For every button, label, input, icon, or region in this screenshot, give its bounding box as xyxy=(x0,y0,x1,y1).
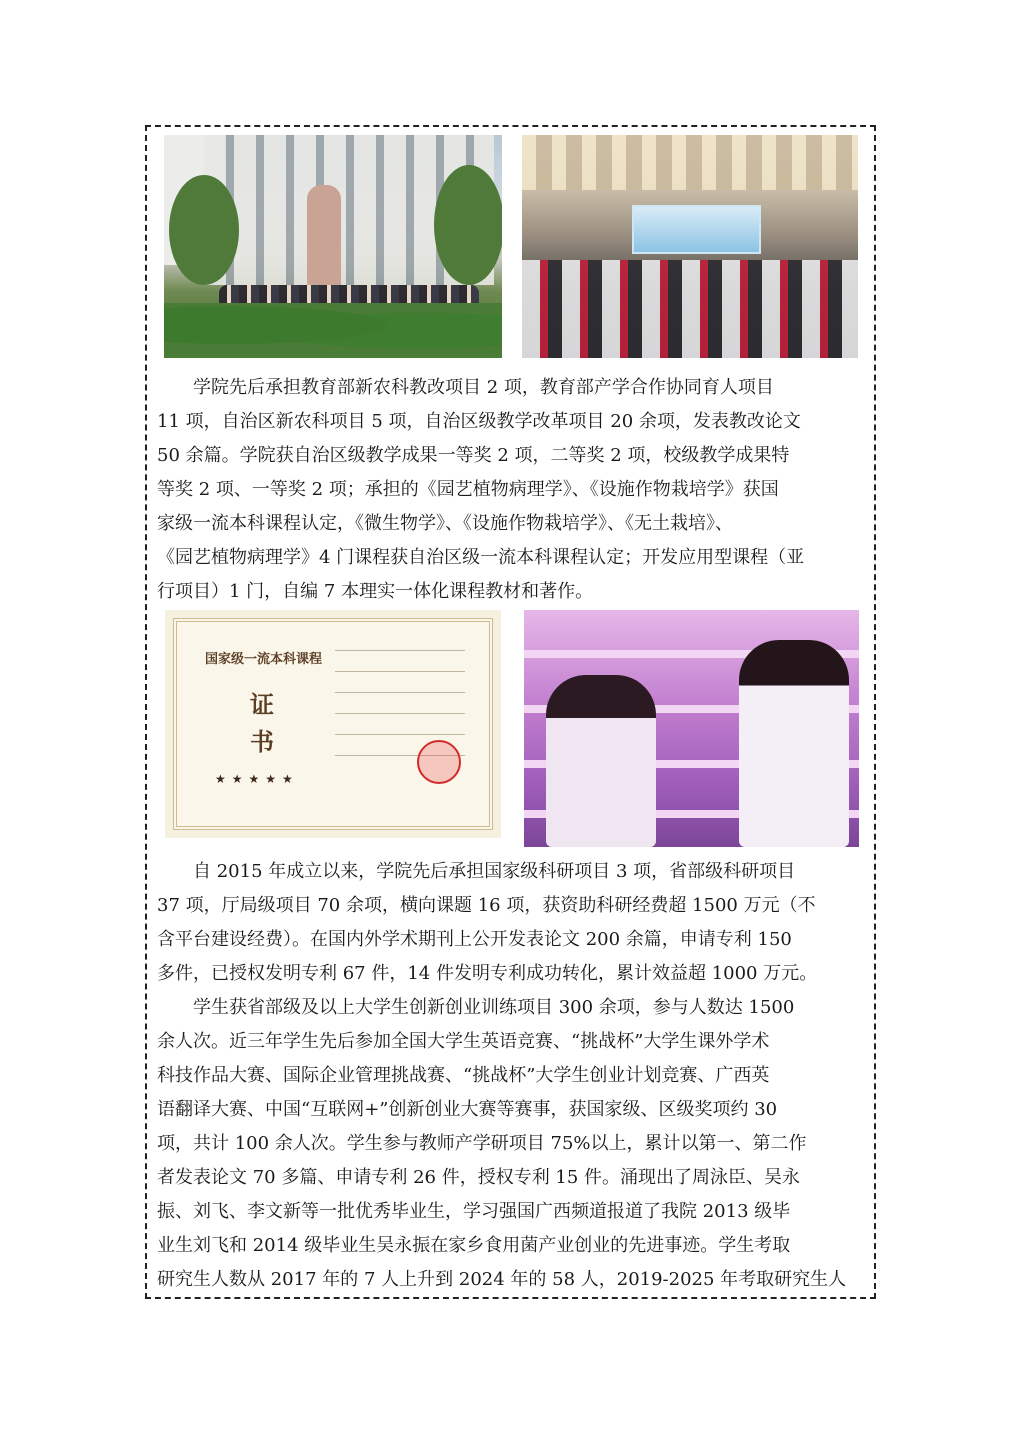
text-line: 自 2015 年成立以来，学院先后承担国家级科研项目 3 项，省部级科研项目 xyxy=(193,861,796,882)
text-line: 37 项，厅局级项目 70 余项，横向课题 16 项，获资助科研经费超 1500 万元（不 xyxy=(157,895,816,916)
lab-photo xyxy=(524,610,859,847)
certificate-title: 国家级一流本科课程 xyxy=(205,652,323,667)
text-line: 业生刘飞和 2014 级毕业生吴永振在家乡食用菌产业创业的先进事迹。学生考取 xyxy=(157,1235,791,1256)
text-line: 研究生人数从 2017 年的 7 人上升到 2024 年的 58 人，2019-2025 年考取研究生人 xyxy=(157,1269,847,1290)
text-line: 含平台建设经费）。在国内外学术期刊上公开发表论文 200 余篇，申请专利 150 xyxy=(157,929,792,950)
text-line: 学生获省部级及以上大学生创新创业训练项目 300 余项，参与人数达 1500 xyxy=(193,997,795,1018)
text-line: 多件，已授权发明专利 67 件，14 件发明专利成功转化，累计效益超 1000 万元。 xyxy=(157,963,818,984)
text-line: 11 项，自治区新农科项目 5 项，自治区级教学改革项目 20 余项，发表教改论文 xyxy=(157,411,801,432)
text-line: 行项目）1 门，自编 7 本理实一体化课程教材和著作。 xyxy=(157,581,594,602)
text-line: 等奖 2 项、一等奖 2 项；承担的《园艺植物病理学》、《设施作物栽培学》获国 xyxy=(157,479,779,500)
certificate-char-shu: 书 xyxy=(250,727,274,756)
text-line: 50 余篇。学院获自治区级教学成果一等奖 2 项，二等奖 2 项，校级教学成果特 xyxy=(157,445,790,466)
paragraph-teaching-projects xyxy=(157,371,869,609)
text-line: 振、刘飞、李文新等一批优秀毕业生，学习强国广西频道报道了我院 2013 级毕 xyxy=(157,1201,791,1222)
conference-photo xyxy=(522,135,858,358)
text-line: 科技作品大赛、国际企业管理挑战赛、“挑战杯”大学生创业计划竞赛、广西英 xyxy=(157,1065,770,1086)
paragraph-research xyxy=(157,855,869,991)
text-line: 家级一流本科课程认定，《微生物学》、《设施作物栽培学》、《无土栽培》、 xyxy=(157,513,733,534)
text-line: 《园艺植物病理学》4 门课程获自治区级一流本科课程认定；开发应用型课程（亚 xyxy=(157,547,805,568)
text-line: 项，共计 100 余人次。学生参与教师产学研项目 75%以上，累计以第一、第二作 xyxy=(157,1133,807,1154)
certificate-stars: ★★★★★ xyxy=(215,772,299,786)
paragraph-students xyxy=(157,991,869,1297)
group-photo-building xyxy=(164,135,502,358)
red-seal-stamp xyxy=(417,740,461,784)
certificate-photo xyxy=(165,610,501,838)
certificate-char-zheng: 证 xyxy=(250,690,274,719)
text-line: 语翻译大赛、中国“互联网+”创新创业大赛等赛事，获国家级、区级奖项约 30 xyxy=(157,1099,778,1120)
text-line: 学院先后承担教育部新农科教改项目 2 项，教育部产学合作协同育人项目 xyxy=(193,377,774,398)
text-line: 者发表论文 70 多篇、申请专利 26 件，授权专利 15 件。涌现出了周泳臣、吴永 xyxy=(157,1167,801,1188)
text-line: 余人次。近三年学生先后参加全国大学生英语竞赛、“挑战杯”大学生课外学术 xyxy=(157,1031,770,1052)
